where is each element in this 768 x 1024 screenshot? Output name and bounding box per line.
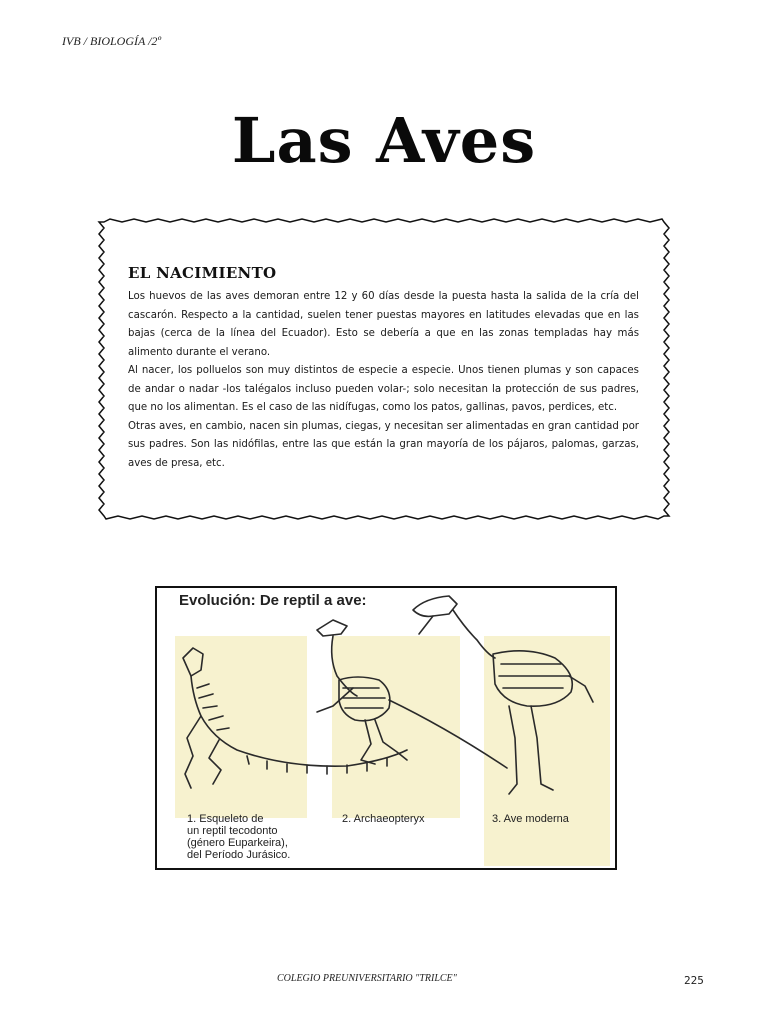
section-heading: EL NACIMIENTO bbox=[128, 264, 277, 282]
caption-modern-bird: 3. Ave moderna bbox=[492, 813, 569, 825]
page-title: Las Aves bbox=[231, 104, 537, 177]
text-card bbox=[128, 264, 639, 473]
footer-school: COLEGIO PREUNIVERSITARIO "TRILCE" bbox=[277, 973, 457, 984]
page-number: 225 bbox=[684, 974, 704, 987]
caption-archaeopteryx: 2. Archaeopteryx bbox=[342, 813, 425, 825]
figure-title: Evolución: De reptil a ave: bbox=[179, 592, 367, 609]
modern-bird-skeleton bbox=[413, 596, 593, 794]
paragraph-1: Los huevos de las aves demoran entre 12 y 60 días desde la puesta hasta la salida de la cría del cascarón. Respecto a la cantidad, suelen tener puestas mayores en latitudes elevadas que en las bajas (cerca de la línea del Ecuador). Esto se debería a que en las zonas templadas hay más alimento durante el verano. bbox=[128, 291, 639, 358]
paragraph-3: Otras aves, en cambio, nacen sin plumas, ciegas, y necesitan ser alimentadas en gran cantidad por sus padres. Son las nidófilas, entre las que están la gran mayoría de los pájaros, palomas, garzas, aves de presa, etc. bbox=[128, 420, 639, 469]
paragraph-2: Al nacer, los polluelos son muy distintos de especie a especie. Unos tienen plumas y son capaces de andar o nadar -los talégalos incluso pueden volar-; solo necesitan la protección de sus padres, que no los alimentan. Es el caso de las nidífugas, como los patos, gallinas, pavos, perdices, etc. bbox=[128, 365, 639, 413]
course-header: IVB / BIOLOGÍA /2º bbox=[62, 34, 162, 48]
caption-reptile: 1. Esqueleto de un reptil tecodonto (género Euparkeira), del Período Jurásico. bbox=[187, 813, 291, 861]
evolution-figure bbox=[155, 586, 617, 870]
reptile-skeleton bbox=[183, 648, 407, 788]
